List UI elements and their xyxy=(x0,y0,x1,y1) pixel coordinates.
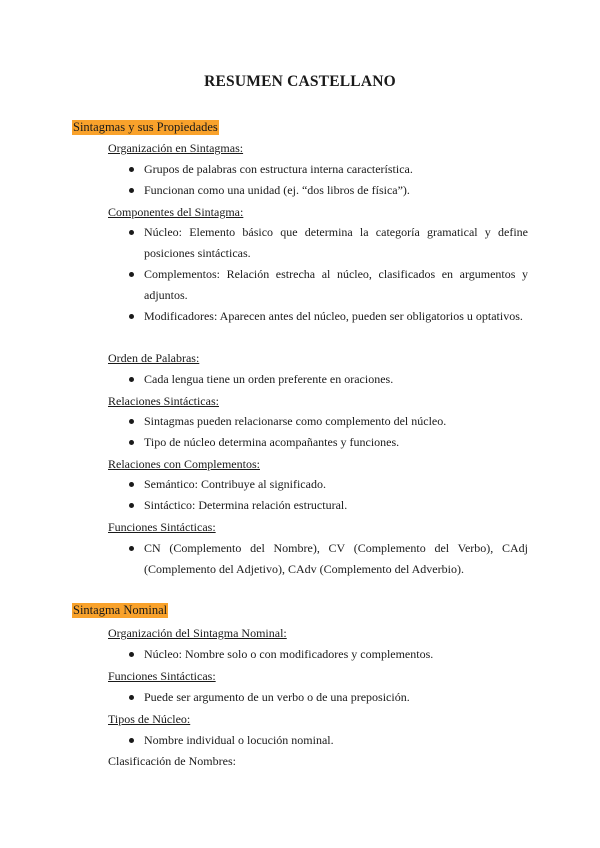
bullet-item: Cada lengua tiene un orden preferente en oraciones. xyxy=(144,372,394,386)
bullet-dot xyxy=(129,546,134,551)
subsection-heading: Organización del Sintagma Nominal: xyxy=(108,626,287,640)
bullet-item: Núcleo: Elemento básico que determina la categoría gramatical y define posiciones sintácticas. xyxy=(144,225,528,260)
bullet-item: Modificadores: Aparecen antes del núcleo, pueden ser obligatorios u optativos. xyxy=(144,309,523,323)
bullet-dot xyxy=(129,167,134,172)
subsection-heading: Funciones Sintácticas: xyxy=(108,520,216,534)
bullet-item: Sintáctico: Determina relación estructural. xyxy=(144,498,348,512)
bullet-dot xyxy=(129,272,134,277)
bullet-dot xyxy=(129,695,134,700)
bullet-item: Tipo de núcleo determina acompañantes y funciones. xyxy=(144,435,400,449)
subsection-heading: Organización en Sintagmas: xyxy=(108,141,244,155)
section-heading: Sintagma Nominal xyxy=(73,603,168,617)
bullet-dot xyxy=(129,377,134,382)
bullet-item: Semántico: Contribuye al significado. xyxy=(144,477,326,491)
bullet-item: Sintagmas pueden relacionarse como complemento del núcleo. xyxy=(144,414,447,428)
section-heading: Sintagmas y sus Propiedades xyxy=(73,120,218,134)
bullet-item: Grupos de palabras con estructura interna característica. xyxy=(144,162,413,176)
subsection-heading: Componentes del Sintagma: xyxy=(108,205,244,219)
bullet-item: Funcionan como una unidad (ej. “dos libros de física”). xyxy=(144,183,410,197)
subsection-heading: Funciones Sintácticas: xyxy=(108,669,216,683)
subsection-heading: Orden de Palabras: xyxy=(108,351,200,365)
bullet-dot xyxy=(129,738,134,743)
bullet-dot xyxy=(129,482,134,487)
bullet-dot xyxy=(129,419,134,424)
bullet-item: Puede ser argumento de un verbo o de una preposición. xyxy=(144,690,410,704)
bullet-item: CN (Complemento del Nombre), CV (Complemento del Verbo), CAdj (Complemento del Adjetivo), CAdv (Complemento del Adverbio). xyxy=(144,541,528,576)
bullet-dot xyxy=(129,503,134,508)
bullet-item: Complementos: Relación estrecha al núcleo, clasificados en argumentos y adjuntos. xyxy=(144,267,528,302)
bullet-dot xyxy=(129,440,134,445)
document-title: RESUMEN CASTELLANO xyxy=(204,73,396,90)
subsection-heading: Clasificación de Nombres: xyxy=(108,754,236,768)
subsection-heading: Relaciones Sintácticas: xyxy=(108,394,219,408)
subsection-heading: Tipos de Núcleo: xyxy=(108,712,191,726)
bullet-item: Nombre individual o locución nominal. xyxy=(144,733,334,747)
bullet-item: Núcleo: Nombre solo o con modificadores y complementos. xyxy=(144,647,434,661)
subsection-heading: Relaciones con Complementos: xyxy=(108,457,260,471)
bullet-dot xyxy=(129,652,134,657)
bullet-dot xyxy=(129,314,134,319)
bullet-dot xyxy=(129,188,134,193)
bullet-dot xyxy=(129,230,134,235)
